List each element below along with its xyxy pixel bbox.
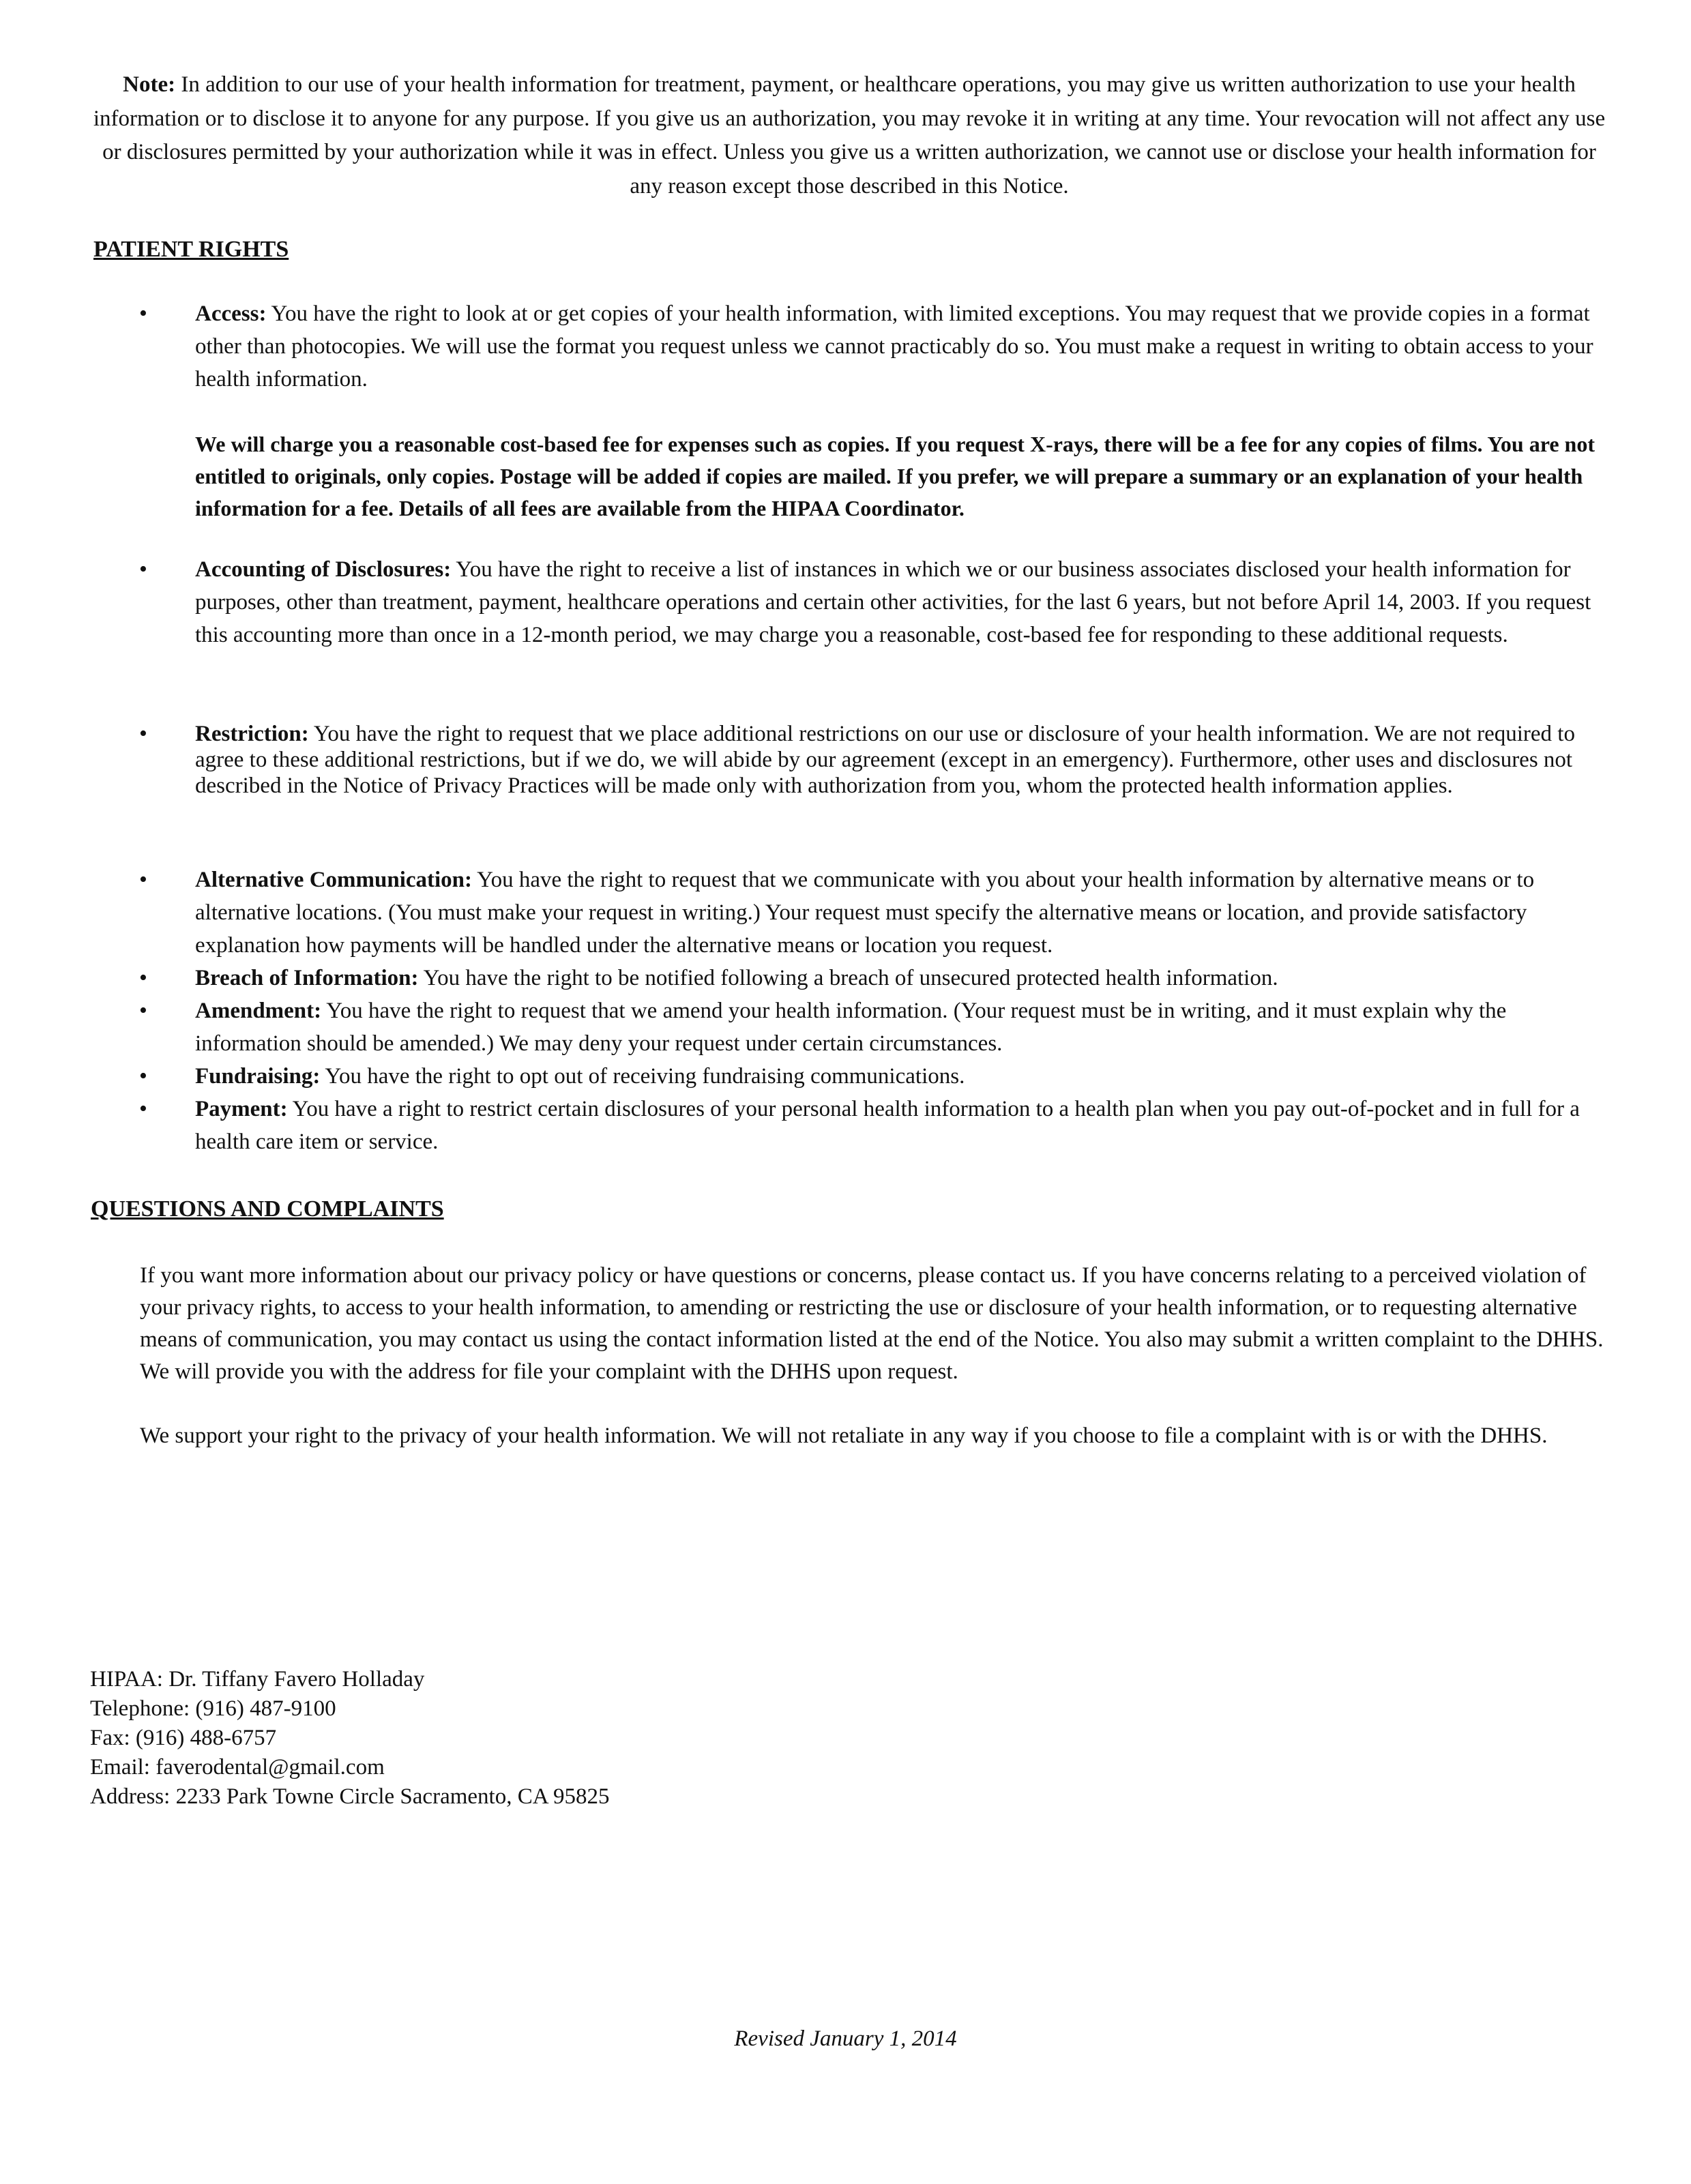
bullet-term: Amendment: bbox=[195, 999, 322, 1023]
telephone: Telephone: (916) 487-9100 bbox=[90, 1696, 336, 1721]
bullet-text: You have the right to opt out of receiving fundraising communications. bbox=[325, 1064, 965, 1089]
paragraph: If you want more information about our privacy policy or have questions or concerns, please contact us. If you have concerns relating to a perceived violation of your privacy rights, to access to your health information, to amending or restricting the use or disclosure of your health information, or to requesting alternative means of communication, you may contact us using the contact information listed at the end of the Notice. You also may submit a written complaint to the DHHS. We will provide you with the address for file your complaint with the DHHS upon request. bbox=[140, 1263, 1604, 1384]
bullet-term: Payment: bbox=[195, 1097, 288, 1121]
bullet-text: You have a right to restrict certain disclosures of your personal health information to a health plan when you pay out-of-pocket and in full for a health care item or service. bbox=[195, 1097, 1580, 1154]
note-text: In addition to our use of your health information for treatment, payment, or healthcare operations, you may give us written authorization to use your health information or to disclose it to anyone for any purpose. If you give us an authorization, you may revoke it in writing at any time. Your revocation will not affect any use or disclosures permitted by your authorization while it was in effect. Unless you give us a written authorization, we cannot use or disclose your health information for any reason except those described in this Notice. bbox=[93, 72, 1606, 198]
bullet-text: You have the right to request that we communicate with you about your health information by alternative means or to alternative locations. (You must make your request in writing.) Your request must specify the alternative means or location, and provide satisfactory explanation how payments will be handled under the alternative means or location you request. bbox=[195, 868, 1535, 958]
questions-complaints-body bbox=[140, 1260, 1613, 1452]
fax: Fax: (916) 488-6757 bbox=[90, 1726, 277, 1750]
bullet-icon: • bbox=[139, 1096, 147, 1121]
bullet-term: Access: bbox=[195, 301, 267, 326]
bullet-text: You have the right to receive a list of instances in which we or our business associates disclosed your health information for purposes, other than treatment, payment, healthcare operations and certain other activities, for the last 6 years, but not before April 14, 2003. If you request this accounting more than once in a 12-month period, we may charge you a reasonable, cost-based fee for responding to these additional requests. bbox=[195, 557, 1591, 647]
list-item-amendment bbox=[136, 994, 1617, 1060]
list-item-access bbox=[136, 297, 1617, 396]
list-item-restriction bbox=[136, 721, 1617, 799]
patient-rights-heading: PATIENT RIGHTS bbox=[93, 237, 289, 262]
paragraph: We support your right to the privacy of your health information. We will not retaliate in any way if you choose to file a complaint with is or with the DHHS. bbox=[140, 1423, 1548, 1448]
bullet-term: Alternative Communication: bbox=[195, 868, 473, 892]
list-item-breach bbox=[136, 962, 1617, 994]
hipaa-contact: HIPAA: Dr. Tiffany Favero Holladay bbox=[90, 1667, 425, 1692]
bullet-term: Breach of Information: bbox=[195, 966, 419, 990]
bullet-text: You have the right to look at or get copies of your health information, with limited exceptions. You may request that we provide copies in a format other than photocopies. We will use the format you request unless we cannot practicably do so. You must make a request in writing to obtain access to your health information. bbox=[195, 301, 1593, 392]
list-item-payment bbox=[136, 1093, 1617, 1158]
bullet-term: Restriction: bbox=[195, 722, 309, 746]
patient-rights-list-b bbox=[136, 721, 1617, 799]
bullet-icon: • bbox=[139, 998, 147, 1023]
bullet-icon: • bbox=[139, 557, 147, 582]
bullet-text: You have the right to request that we amend your health information. (Your request must be in writing, and it must explain why the information should be amended.) We may deny your request under certain circumstances. bbox=[195, 999, 1507, 1056]
bullet-icon: • bbox=[139, 965, 147, 990]
fee-notice: We will charge you a reasonable cost-based fee for expenses such as copies. If you request X-rays, there will be a fee for any copies of films. You are not entitled to originals, only copies. Postage will be added if copies are mailed. If you prefer, we will prepare a summary or an explanation of your health information for a fee. Details of all fees are available from the HIPAA Coordinator. bbox=[195, 432, 1595, 520]
bullet-icon: • bbox=[139, 867, 147, 892]
bullet-text: You have the right to be notified following a breach of unsecured protected health information. bbox=[423, 966, 1278, 990]
address: Address: 2233 Park Towne Circle Sacramento, CA 95825 bbox=[90, 1784, 610, 1809]
contact-block bbox=[90, 1665, 609, 1812]
bullet-icon: • bbox=[139, 721, 147, 746]
patient-rights-list-a bbox=[136, 297, 1617, 651]
email: Email: faverodental@gmail.com bbox=[90, 1755, 385, 1780]
revision-date: Revised January 1, 2014 bbox=[734, 2026, 957, 2051]
questions-complaints-heading: QUESTIONS AND COMPLAINTS bbox=[91, 1196, 444, 1222]
bullet-text: You have the right to request that we place additional restrictions on our use or disclosure of your health information. We are not required to agree to these additional restrictions, but if we do, we will abide by our agreement (except in an emergency). Furthermore, other uses and disclosures not described in the Notice of Privacy Practices will be made only with authorization from you, whom the protected health information applies. bbox=[195, 722, 1575, 798]
bullet-term: Accounting of Disclosures: bbox=[195, 557, 452, 582]
list-item-alternative-communication bbox=[136, 864, 1617, 962]
bullet-icon: • bbox=[139, 1063, 147, 1089]
list-item-fundraising bbox=[136, 1060, 1617, 1093]
patient-rights-list-c bbox=[136, 864, 1617, 1158]
bullet-icon: • bbox=[139, 301, 147, 326]
list-item-accounting bbox=[136, 553, 1617, 651]
authorization-note bbox=[89, 68, 1610, 203]
bullet-term: Fundraising: bbox=[195, 1064, 321, 1089]
note-label: Note: bbox=[123, 72, 176, 97]
